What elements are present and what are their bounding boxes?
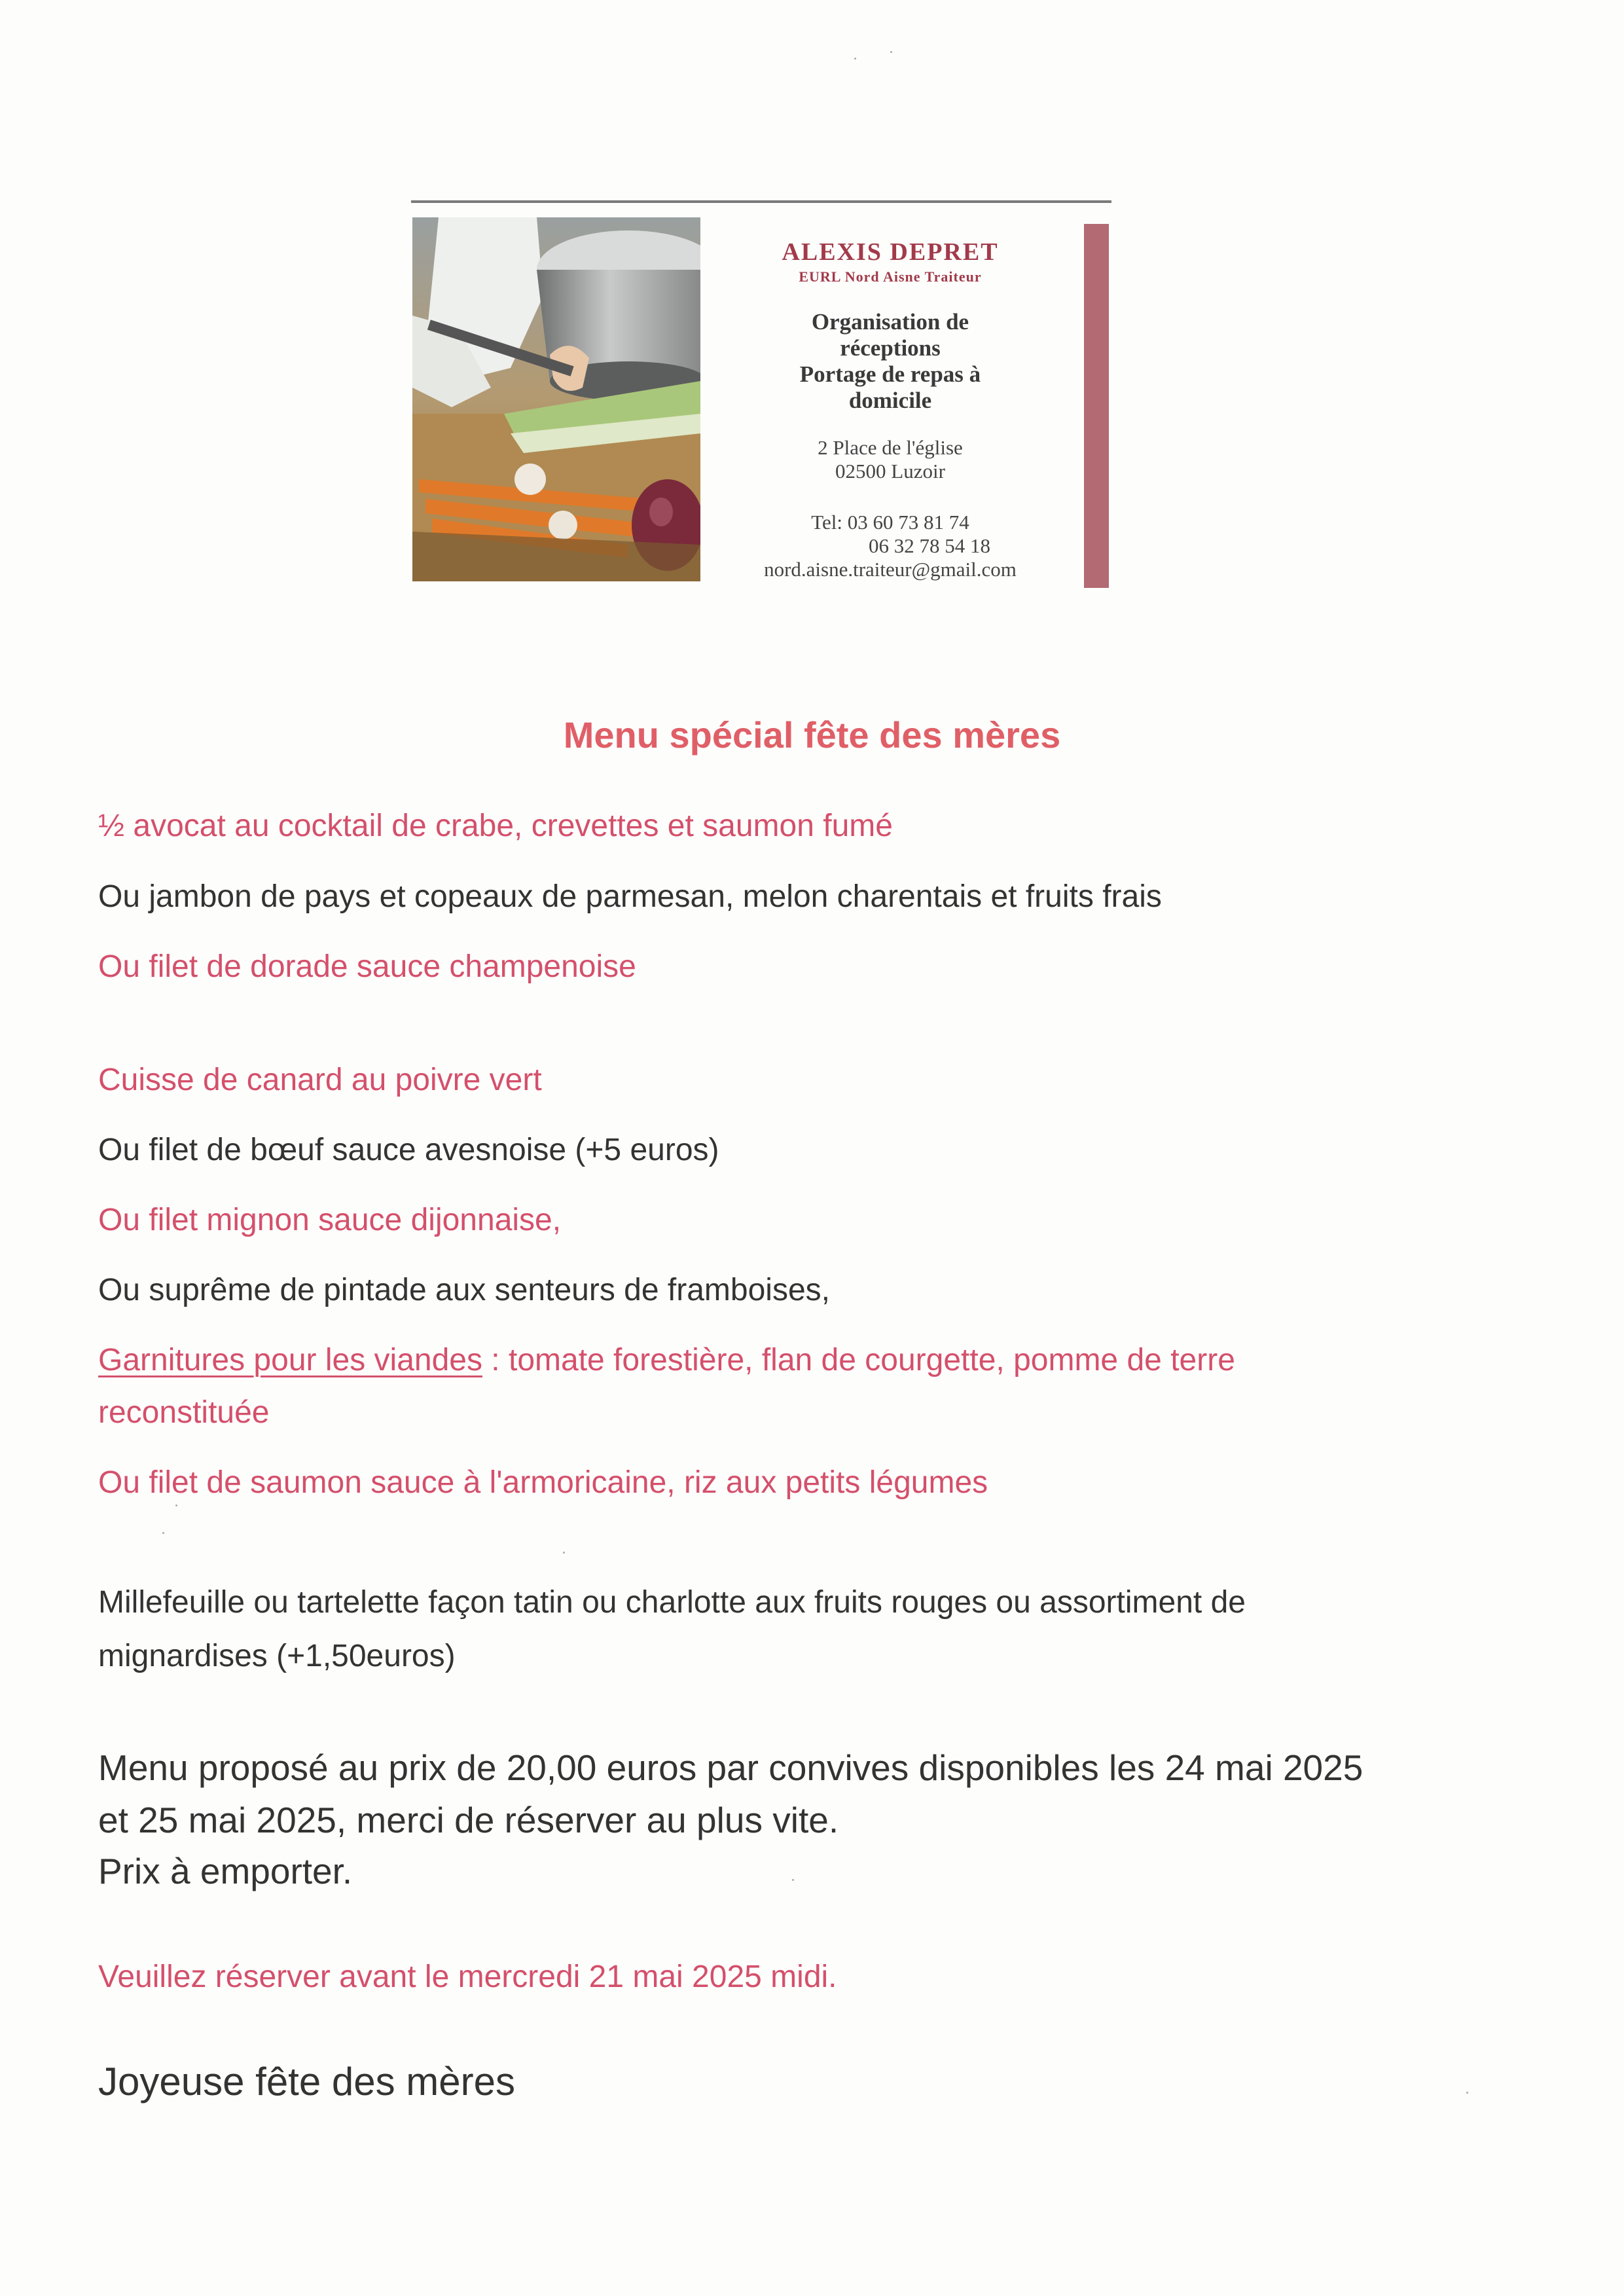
card-phone-2: 06 32 78 54 18 [869, 534, 990, 557]
starter-3: Ou filet de dorade sauce champenoise [98, 949, 636, 984]
main-3: Ou filet mignon sauce dijonnaise, [98, 1203, 562, 1237]
garnish-text: : tomate forestière, flan de courgette, pomme de terre [482, 1343, 1235, 1377]
kitchen-photo [412, 217, 700, 581]
fish-option: Ou filet de saumon sauce à l'armoricaine, riz aux petits légumes [98, 1465, 988, 1500]
scan-speck [890, 51, 892, 53]
card-services [707, 309, 1074, 414]
card-company: EURL Nord Aisne Traiteur [799, 268, 982, 285]
kitchen-photo-illustration [412, 217, 700, 581]
card-service-line: domicile [848, 388, 932, 413]
card-service-line: Organisation de [811, 309, 969, 335]
starter-2: Ou jambon de pays et copeaux de parmesan, melon charentais et fruits frais [98, 879, 1162, 914]
card-service-line: Portage de repas à [799, 361, 981, 387]
card-top-rule [411, 200, 1111, 203]
garnish-line-2: reconstituée [98, 1395, 270, 1430]
card-text-block [707, 237, 1074, 581]
reservation-deadline: Veuillez réserver avant le mercredi 21 mai 2025 midi. [98, 1959, 837, 1994]
scan-speck [1466, 2092, 1468, 2094]
scan-speck [162, 1532, 164, 1534]
card-address-street: 2 Place de l'église [818, 436, 963, 459]
price-line-1: Menu proposé au prix de 20,00 euros par convives disponibles les 24 mai 2025 [98, 1747, 1363, 1788]
card-phones [707, 511, 1074, 558]
dessert-line-2: mignardises (+1,50euros) [98, 1639, 456, 1673]
scan-speck [175, 1504, 177, 1506]
garnish-label: Garnitures pour les viandes [98, 1343, 482, 1377]
garnish-line [98, 1341, 1235, 1380]
scan-speck [854, 58, 856, 60]
price-line-2: et 25 mai 2025, merci de réserver au plus vite. [98, 1800, 839, 1840]
main-1: Cuisse de canard au poivre vert [98, 1063, 542, 1097]
card-service-line: réceptions [840, 335, 941, 361]
closing-greeting: Joyeuse fête des mères [98, 2060, 516, 2104]
starter-1: ½ avocat au cocktail de crabe, crevettes et saumon fumé [98, 809, 893, 843]
card-email: nord.aisne.traiteur@gmail.com [764, 558, 1017, 581]
menu-title: Menu spécial fête des mères [563, 714, 1061, 756]
card-phone-1: Tel: 03 60 73 81 74 [811, 511, 969, 534]
card-address-city: 02500 Luzoir [835, 460, 945, 483]
scan-speck [563, 1552, 565, 1554]
main-4: Ou suprême de pintade aux senteurs de framboises, [98, 1273, 830, 1307]
card-name: ALEXIS DEPRET [782, 238, 999, 266]
main-2: Ou filet de bœuf sauce avesnoise (+5 euros) [98, 1133, 719, 1167]
takeaway-note: Prix à emporter. [98, 1851, 353, 1891]
card-accent-bar [1084, 224, 1109, 588]
business-card [411, 194, 1119, 593]
dessert-line-1: Millefeuille ou tartelette façon tatin ou charlotte aux fruits rouges ou assortiment de [98, 1585, 1246, 1620]
scan-speck [792, 1879, 794, 1881]
card-address [707, 436, 1074, 483]
